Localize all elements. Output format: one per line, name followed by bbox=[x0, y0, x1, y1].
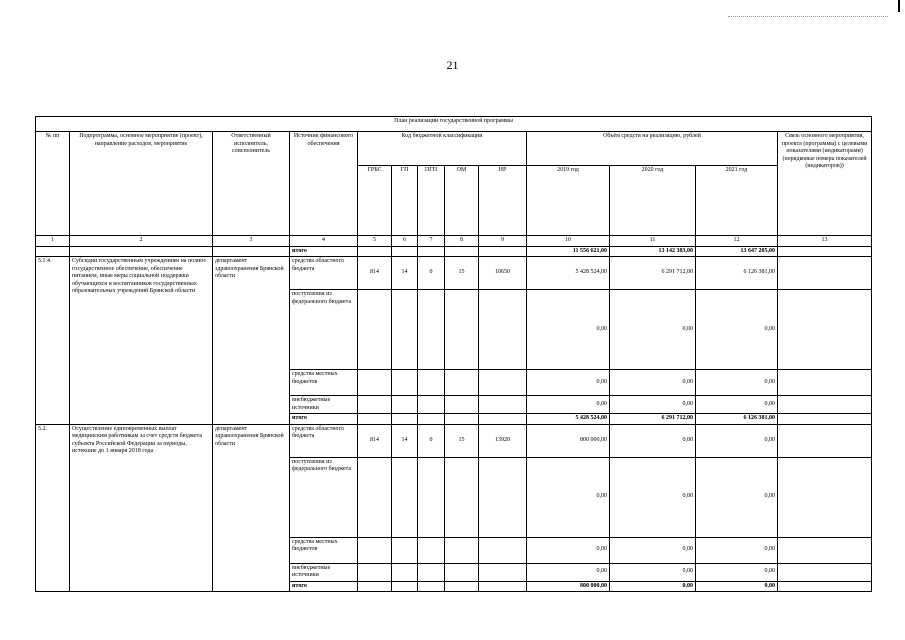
header-num: № пп bbox=[36, 132, 70, 236]
funding-source: внебюджетные источники bbox=[290, 563, 358, 581]
section-total-2021: 0,00 bbox=[696, 581, 778, 592]
empty-cell bbox=[418, 414, 445, 425]
empty-cell bbox=[445, 581, 479, 592]
section-total-2021: 6 126 381,00 bbox=[696, 414, 778, 425]
amount-2020: 0,00 bbox=[610, 290, 696, 370]
column-number: 5 bbox=[358, 236, 392, 247]
code-om: 15 bbox=[445, 257, 479, 290]
indicator-link bbox=[778, 563, 872, 581]
amount-2021: 0,00 bbox=[696, 370, 778, 396]
code-gp bbox=[392, 563, 418, 581]
indicator-link bbox=[778, 424, 872, 457]
amount-2021: 0,00 bbox=[696, 537, 778, 563]
amount-2020: 0,00 bbox=[610, 424, 696, 457]
section-name: Субсидии государственным учреждениям на полное государственное обеспечение, обеспечение питанием, иные меры социальной поддержки обучающихся и воспитанников государственных образовательных учреждений Брянской области bbox=[70, 257, 213, 425]
empty-cell bbox=[479, 581, 527, 592]
code-grbs bbox=[358, 396, 392, 414]
section-number: 5.2. bbox=[36, 424, 70, 592]
code-gp bbox=[392, 396, 418, 414]
amount-2021: 0,00 bbox=[696, 290, 778, 370]
funding-source: средства местных бюджетов bbox=[290, 537, 358, 563]
code-om bbox=[445, 396, 479, 414]
code-grbs bbox=[358, 537, 392, 563]
code-pgp bbox=[418, 396, 445, 414]
amount-2019: 0,00 bbox=[527, 290, 610, 370]
column-number: 10 bbox=[527, 236, 610, 247]
amount-2019: 0,00 bbox=[527, 370, 610, 396]
header-name: Подпрограмма, основное мероприятие (проект), направление расходов, мероприятие bbox=[70, 132, 213, 236]
code-grbs bbox=[358, 457, 392, 537]
section-total-2019: 800 000,00 bbox=[527, 581, 610, 592]
code-om bbox=[445, 457, 479, 537]
code-np bbox=[479, 563, 527, 581]
column-number: 8 bbox=[445, 236, 479, 247]
empty-cell bbox=[392, 414, 418, 425]
header-pgp: ПГП bbox=[418, 166, 445, 236]
code-np bbox=[479, 537, 527, 563]
header-grbs: ГРБС bbox=[358, 166, 392, 236]
amount-2020: 0,00 bbox=[610, 396, 696, 414]
top-total-row bbox=[36, 246, 872, 257]
amount-2021: 6 126 381,00 bbox=[696, 257, 778, 290]
code-np bbox=[479, 290, 527, 370]
header-source: Источник финансового обеспечения bbox=[290, 132, 358, 236]
code-grbs bbox=[358, 370, 392, 396]
funding-source: поступления из федерального бюджета bbox=[290, 457, 358, 537]
indicator-link bbox=[778, 396, 872, 414]
amount-2020: 0,00 bbox=[610, 370, 696, 396]
section-total-2020: 0,00 bbox=[610, 581, 696, 592]
table-title: План реализации государственной программы bbox=[36, 117, 872, 132]
code-grbs: 814 bbox=[358, 257, 392, 290]
header-2021: 2021 год bbox=[696, 166, 778, 236]
column-number: 3 bbox=[213, 236, 290, 247]
section-total-label: итого bbox=[290, 414, 358, 425]
header-2019: 2019 год bbox=[527, 166, 610, 236]
amount-2019: 0,00 bbox=[527, 537, 610, 563]
code-pgp: 0 bbox=[418, 424, 445, 457]
code-gp bbox=[392, 290, 418, 370]
amount-2019: 800 000,00 bbox=[527, 424, 610, 457]
funding-source: средства местных бюджетов bbox=[290, 370, 358, 396]
code-pgp: 0 bbox=[418, 257, 445, 290]
amount-2021: 0,00 bbox=[696, 563, 778, 581]
indicator-link bbox=[778, 290, 872, 370]
indicator-link bbox=[778, 457, 872, 537]
funding-source: внебюджетные источники bbox=[290, 396, 358, 414]
section-total-label: итого bbox=[290, 581, 358, 592]
column-number: 11 bbox=[610, 236, 696, 247]
code-gp: 14 bbox=[392, 257, 418, 290]
funding-source: поступления из федерального бюджета bbox=[290, 290, 358, 370]
section-name: Осуществление единовременных выплат медицинским работникам за счет средств бюджета субъекта Российской Федерации за периоды, истекшие до 1 января 2018 года bbox=[70, 424, 213, 592]
header-volume: Объём средств на реализацию, рублей bbox=[527, 132, 778, 166]
column-number: 9 bbox=[479, 236, 527, 247]
amount-2020: 6 291 712,00 bbox=[610, 257, 696, 290]
section-number: 5.1.4. bbox=[36, 257, 70, 425]
code-pgp bbox=[418, 537, 445, 563]
empty-cell bbox=[358, 414, 392, 425]
code-np: 13920 bbox=[479, 424, 527, 457]
top-total-2020: 13 142 383,00 bbox=[610, 246, 696, 257]
top-total-2021: 13 647 205,00 bbox=[696, 246, 778, 257]
amount-2019: 0,00 bbox=[527, 563, 610, 581]
code-gp bbox=[392, 457, 418, 537]
scan-dotted-line bbox=[728, 16, 888, 18]
column-number: 7 bbox=[418, 236, 445, 247]
code-gp bbox=[392, 537, 418, 563]
header-link: Связь основного мероприятия, проекта (программы) с целевыми показателями (индикаторами) (порядковые номера показателей (индикаторов)) bbox=[778, 132, 872, 236]
amount-2020: 0,00 bbox=[610, 563, 696, 581]
column-number: 1 bbox=[36, 236, 70, 247]
table-row bbox=[36, 257, 872, 290]
code-np bbox=[479, 396, 527, 414]
code-pgp bbox=[418, 457, 445, 537]
header-executor: Ответственный исполнитель, соисполнитель bbox=[213, 132, 290, 236]
amount-2020: 0,00 bbox=[610, 537, 696, 563]
empty-cell bbox=[479, 414, 527, 425]
code-np: 10650 bbox=[479, 257, 527, 290]
amount-2021: 0,00 bbox=[696, 457, 778, 537]
code-grbs: 814 bbox=[358, 424, 392, 457]
top-total-2019: 11 556 621,00 bbox=[527, 246, 610, 257]
empty-cell bbox=[445, 414, 479, 425]
indicator-link bbox=[778, 257, 872, 290]
top-total-label: итого bbox=[290, 246, 358, 257]
empty-cell bbox=[392, 581, 418, 592]
column-number: 12 bbox=[696, 236, 778, 247]
code-om bbox=[445, 290, 479, 370]
code-om bbox=[445, 563, 479, 581]
section-total-2020: 6 291 712,00 bbox=[610, 414, 696, 425]
code-gp bbox=[392, 370, 418, 396]
page-edge-mark bbox=[898, 0, 900, 12]
page-number: 21 bbox=[446, 58, 459, 72]
empty-cell bbox=[418, 581, 445, 592]
column-number: 2 bbox=[70, 236, 213, 247]
code-gp: 14 bbox=[392, 424, 418, 457]
column-number: 4 bbox=[290, 236, 358, 247]
amount-2019: 5 428 524,00 bbox=[527, 257, 610, 290]
code-pgp bbox=[418, 563, 445, 581]
code-om bbox=[445, 537, 479, 563]
header-om: ОМ bbox=[445, 166, 479, 236]
empty-cell bbox=[778, 414, 872, 425]
column-number: 6 bbox=[392, 236, 418, 247]
section-executor: департамент здравоохранения Брянской области bbox=[213, 257, 290, 425]
amount-2020: 0,00 bbox=[610, 457, 696, 537]
code-om bbox=[445, 370, 479, 396]
section-executor: департамент здравоохранения Брянской области bbox=[213, 424, 290, 592]
code-np bbox=[479, 370, 527, 396]
plan-table bbox=[35, 116, 872, 592]
header-gp: ГП bbox=[392, 166, 418, 236]
header-budget-code: Код бюджетной классификации bbox=[358, 132, 527, 166]
funding-source: средства областного бюджета bbox=[290, 424, 358, 457]
code-pgp bbox=[418, 290, 445, 370]
header-np: НР bbox=[479, 166, 527, 236]
amount-2019: 0,00 bbox=[527, 457, 610, 537]
column-number-row bbox=[36, 236, 872, 247]
code-om: 15 bbox=[445, 424, 479, 457]
indicator-link bbox=[778, 537, 872, 563]
amount-2019: 0,00 bbox=[527, 396, 610, 414]
table-row bbox=[36, 424, 872, 457]
code-grbs bbox=[358, 563, 392, 581]
header-2020: 2020 год bbox=[610, 166, 696, 236]
code-pgp bbox=[418, 370, 445, 396]
code-np bbox=[479, 457, 527, 537]
empty-cell bbox=[778, 581, 872, 592]
code-grbs bbox=[358, 290, 392, 370]
column-number: 13 bbox=[778, 236, 872, 247]
section-total-2019: 5 428 524,00 bbox=[527, 414, 610, 425]
indicator-link bbox=[778, 370, 872, 396]
funding-source: средства областного бюджета bbox=[290, 257, 358, 290]
amount-2021: 0,00 bbox=[696, 396, 778, 414]
empty-cell bbox=[358, 581, 392, 592]
amount-2021: 0,00 bbox=[696, 424, 778, 457]
